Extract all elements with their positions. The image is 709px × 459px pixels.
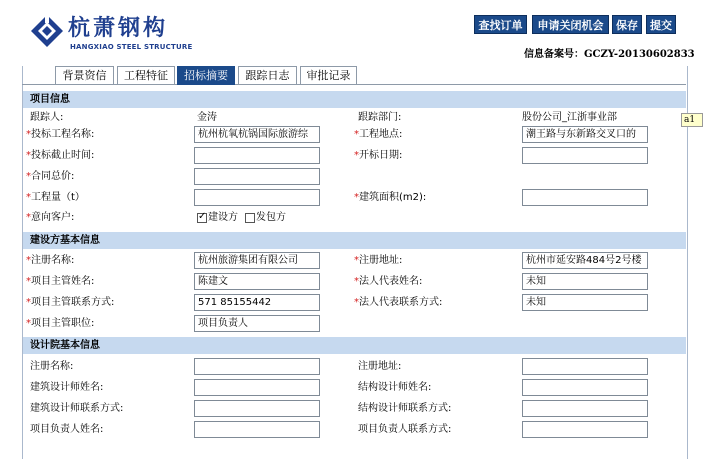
pm-name-input[interactable] — [194, 421, 320, 438]
design-reg-name-label: 注册名称: — [30, 361, 74, 372]
manager-contact-input[interactable]: 571 85155442 — [194, 294, 320, 311]
submit-button[interactable]: 提交 — [646, 15, 676, 34]
apply-close-button[interactable]: 申请关闭机会 — [532, 15, 609, 34]
tooltip-a1: a1 — [681, 113, 703, 127]
builder-reg-addr-label: *注册地址: — [354, 255, 403, 266]
deadline-input[interactable] — [194, 147, 320, 164]
legal-contact-input[interactable]: 未知 — [522, 294, 648, 311]
dept-value: 股份公司_江浙事业部 — [522, 112, 617, 123]
arch-name-input[interactable] — [194, 379, 320, 396]
intent-label: *意向客户: — [26, 212, 75, 223]
bid-name-label: *投标工程名称: — [26, 129, 95, 140]
legal-contact-label: *法人代表联系方式: — [354, 297, 443, 308]
area-input[interactable] — [522, 189, 648, 206]
intent-builder-checkbox[interactable] — [197, 213, 207, 223]
builder-reg-addr-input[interactable]: 杭州市延安路484号2号楼 — [522, 252, 648, 269]
dept-label: 跟踪部门: — [358, 112, 402, 123]
logo-subtext: HANGXIAO STEEL STRUCTURE — [70, 43, 193, 51]
builder-reg-name-input[interactable]: 杭州旅游集团有限公司 — [194, 252, 320, 269]
pm-contact-input[interactable] — [522, 421, 648, 438]
tab-approval[interactable]: 审批记录 — [300, 66, 357, 85]
manager-title-input[interactable]: 项目负责人 — [194, 315, 320, 332]
intent-contractor-checkbox[interactable] — [245, 213, 255, 223]
struct-name-label: 结构设计师姓名: — [358, 382, 432, 393]
open-date-input[interactable] — [522, 147, 648, 164]
builder-reg-name-label: *注册名称: — [26, 255, 75, 266]
check-icon: ✓ — [198, 211, 207, 222]
tab-background[interactable]: 背景资信 — [55, 66, 114, 85]
struct-contact-label: 结构设计师联系方式: — [358, 403, 452, 414]
location-input[interactable]: 潮王路与东新路交叉口的 — [522, 126, 648, 143]
manager-name-input[interactable]: 陈建文 — [194, 273, 320, 290]
bid-name-input[interactable]: 杭州杭氧杭锅国际旅游综 — [194, 126, 320, 143]
record-label: 信息备案号： — [524, 49, 584, 60]
quantity-input[interactable] — [194, 189, 320, 206]
total-price-label: *合同总价: — [26, 171, 75, 182]
deadline-label: *投标截止时间: — [26, 150, 95, 161]
arch-contact-label: 建筑设计师联系方式: — [30, 403, 124, 414]
manager-contact-label: *项目主管联系方式: — [26, 297, 115, 308]
design-reg-addr-label: 注册地址: — [358, 361, 402, 372]
area-label: *建筑面积(m2): — [354, 192, 427, 203]
legal-name-label: *法人代表姓名: — [354, 276, 423, 287]
design-reg-addr-input[interactable] — [522, 358, 648, 375]
intent-contractor-label: 发包方 — [256, 212, 286, 223]
tab-engineering[interactable]: 工程特征 — [117, 66, 175, 85]
open-date-label: *开标日期: — [354, 150, 403, 161]
tracker-label: 跟踪人: — [30, 112, 64, 123]
manager-title-label: *项目主管职位: — [26, 318, 95, 329]
struct-name-input[interactable] — [522, 379, 648, 396]
arch-contact-input[interactable] — [194, 400, 320, 417]
design-reg-name-input[interactable] — [194, 358, 320, 375]
struct-contact-input[interactable] — [522, 400, 648, 417]
intent-builder-label: 建设方 — [208, 212, 238, 223]
legal-name-input[interactable]: 未知 — [522, 273, 648, 290]
section-builder-info: 建设方基本信息 — [23, 232, 686, 249]
tab-bid-summary[interactable]: 招标摘要 — [177, 66, 235, 85]
find-order-button[interactable]: 查找订单 — [474, 15, 527, 34]
arch-name-label: 建筑设计师姓名: — [30, 382, 104, 393]
total-price-input[interactable] — [194, 168, 320, 185]
record-code: GCZY-20130602833 — [584, 49, 695, 60]
tracker-value: 金涛 — [197, 112, 217, 123]
logo-text: 杭萧钢构 — [68, 16, 169, 41]
tab-tracking-log[interactable]: 跟踪日志 — [238, 66, 297, 85]
pm-name-label: 项目负责人姓名: — [30, 424, 104, 435]
section-design-info: 设计院基本信息 — [23, 337, 686, 354]
record-number — [524, 45, 695, 60]
quantity-label: *工程量（t） — [26, 192, 85, 203]
logo-icon — [30, 14, 64, 48]
section-project-info: 项目信息 — [23, 91, 686, 108]
save-button[interactable]: 保存 — [612, 15, 642, 34]
location-label: *工程地点: — [354, 129, 403, 140]
manager-name-label: *项目主管姓名: — [26, 276, 95, 287]
pm-contact-label: 项目负责人联系方式: — [358, 424, 452, 435]
